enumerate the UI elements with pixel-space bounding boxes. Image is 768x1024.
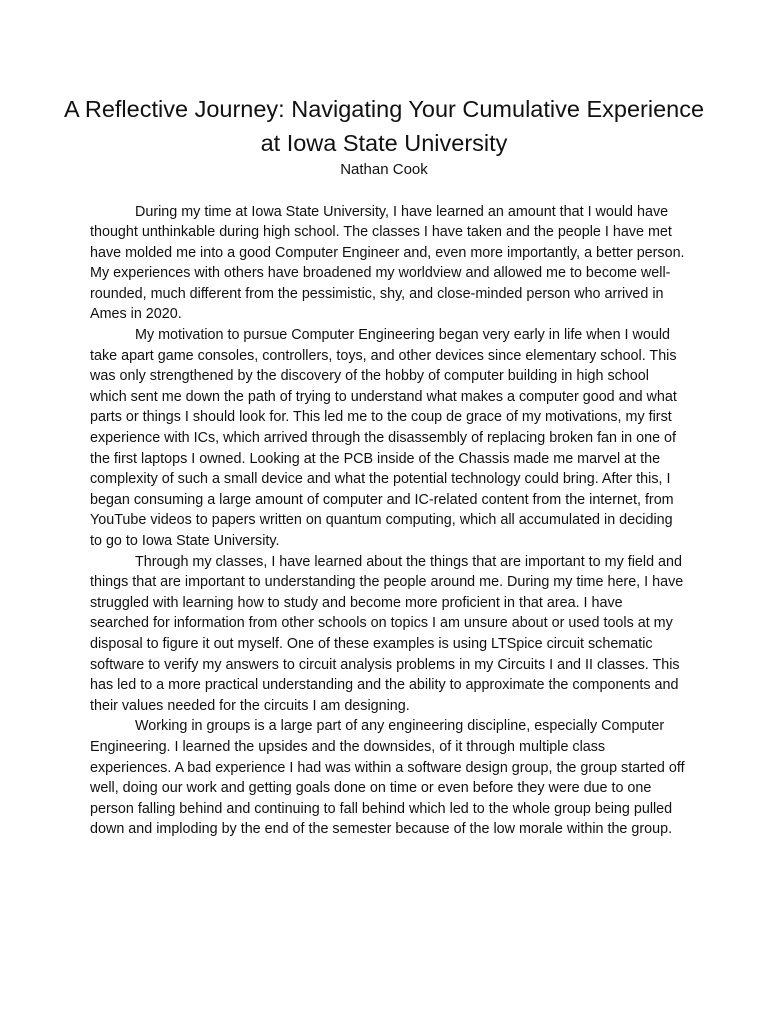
document-author: Nathan Cook: [340, 161, 428, 178]
body-paragraph: Through my classes, I have learned about the things that are important to my field and things that are important to understanding the people around me. During my time here, I have struggled with learning how to study and become more proficient in that area. I have searched for information from other schools on topics I am unsure about or used tools at my disposal to figure it out myself. One of these examples is using LTSpice circuit schematic software to verify my answers to circuit analysis problems in my Circuits I and II classes. This has led to a more practical understanding and the ability to approximate the components and their values needed for the circuits I am designing.: [90, 553, 684, 714]
body-paragraph: During my time at Iowa State University, I have learned an amount that I would have thought unthinkable during high school. The classes I have taken and the people I have met have molded me into a good Computer Engineer and, even more importantly, a better person. My experiences with others have broadened my worldview and allowed me to become well-rounded, much different from the pessimistic, shy, and close-minded person who arrived in Ames in 2020.: [90, 203, 685, 323]
body-paragraph: My motivation to pursue Computer Engineering began very early in life when I would take apart game consoles, controllers, toys, and other devices since elementary school. This was only strengthened by the discovery of the hobby of computer building in high school which sent me down the path of trying to understand what makes a computer good and what parts or things I should look for. This led me to the coup de grace of my motivations, my first experience with ICs, which arrived through the disassembly of replacing broken fan in one of the first laptops I owned. Looking at the PCB inside of the Chassis made me marvel at the complexity of such a small device and what the potential technology could bring. After this, I began consuming a large amount of computer and IC-related content from the internet, from YouTube videos to papers written on quantum computing, which all accumulated in deciding to go to Iowa State University.: [90, 327, 677, 549]
document-body: [90, 202, 685, 840]
body-paragraph: Working in groups is a large part of any engineering discipline, especially Computer Engineering. I learned the upsides and the downsides, of it through multiple class experiences. A bad experience I had was within a software design group, the group started off well, doing our work and getting goals done on time or even before they were due to one person falling behind and continuing to fall behind which led to the whole group being pulled down and imploding by the end of the semester because of the low morale within the group.: [90, 718, 685, 838]
document-title: A Reflective Journey: Navigating Your Cumulative Experience at Iowa State University: [63, 96, 705, 156]
